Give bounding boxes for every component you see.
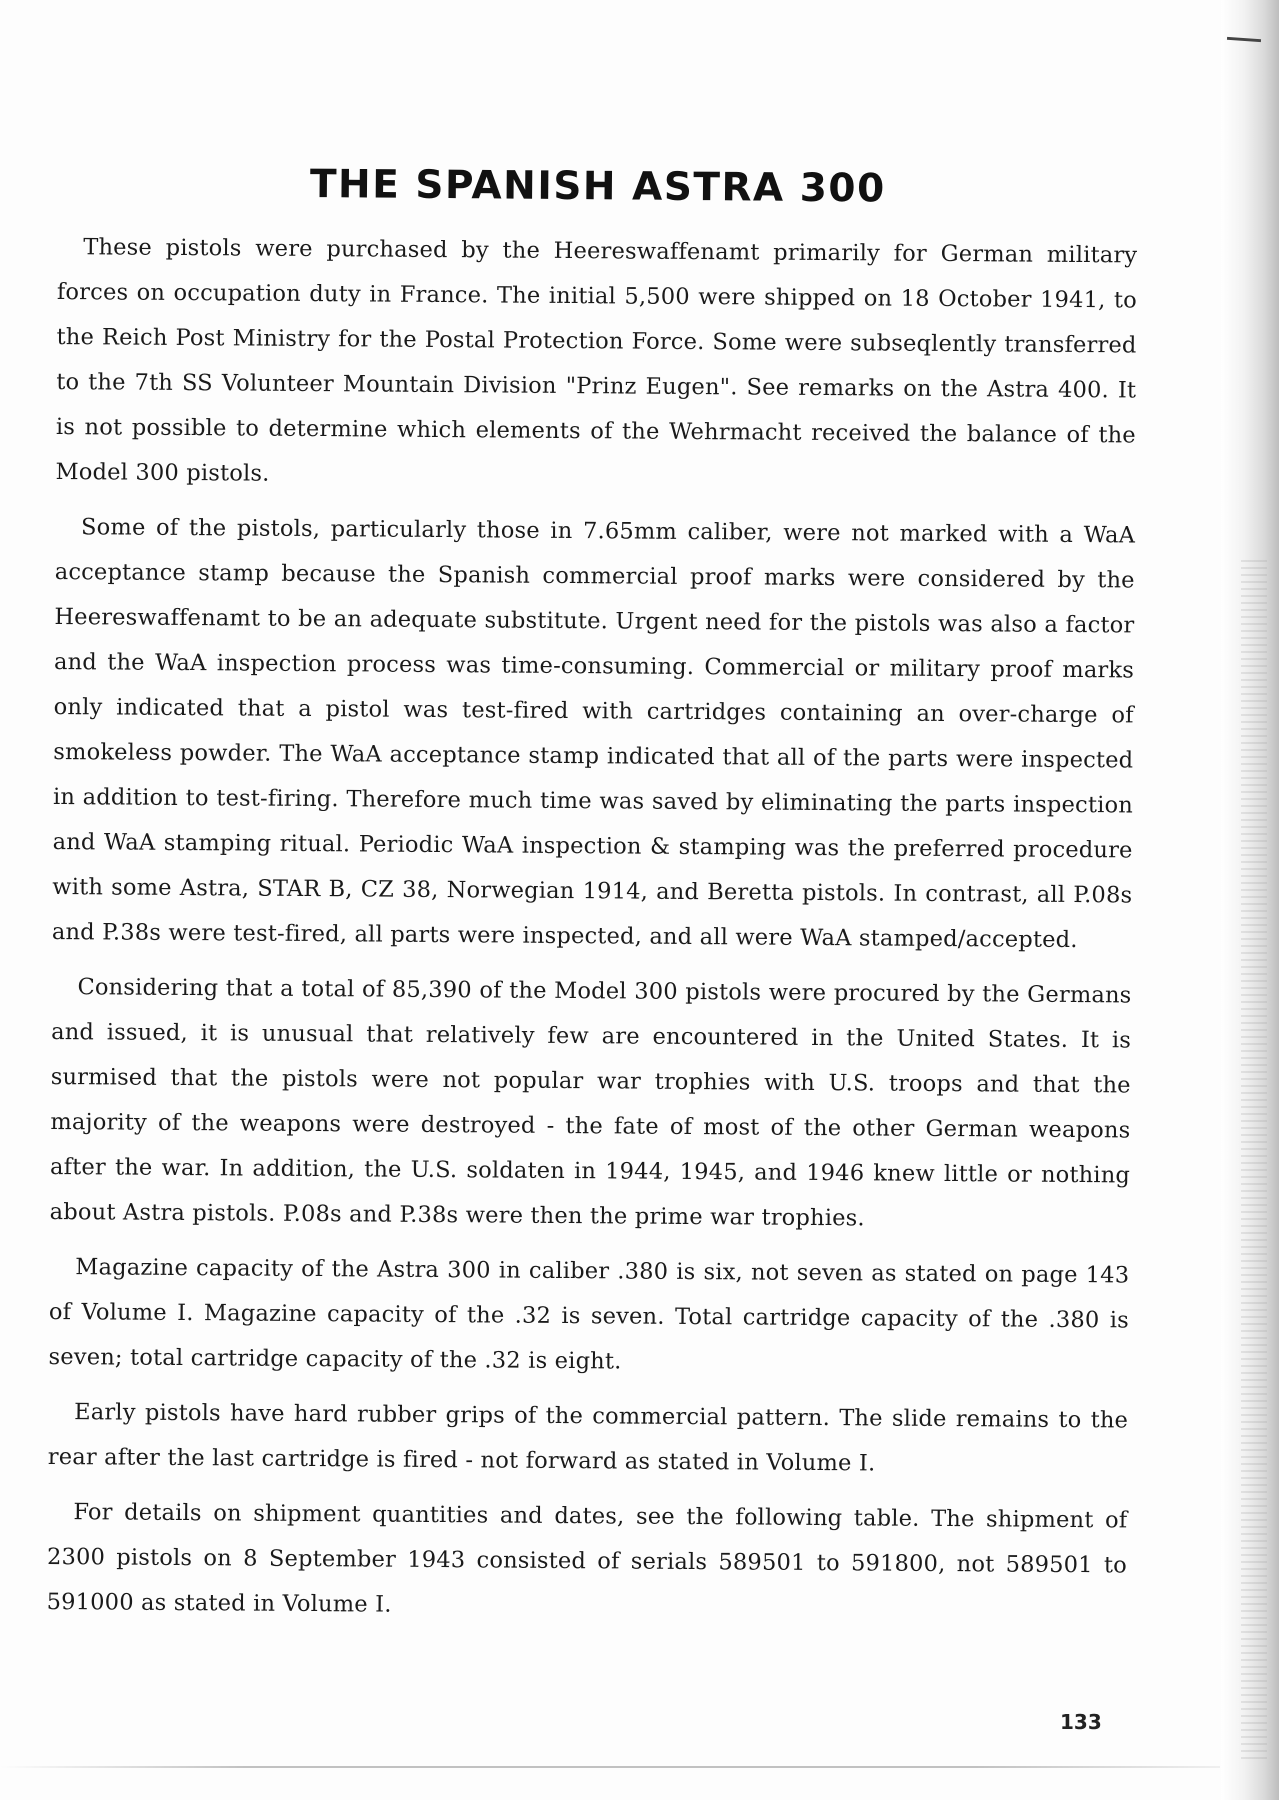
paragraph-shipment-details: For details on shipment quantities and dates, see the following table. The shipment of 2300 pistols on 8 September 1943 consisted of serials 589501 to 591800, not 589501 to 591000 as stated in Volume I.	[46, 1499, 1128, 1618]
paragraph-early-pistols: Early pistols have hard rubber grips of the commercial pattern. The slide remains to the rear after the last cartridge is fired - not forward as stated in Volume I.	[47, 1399, 1129, 1477]
page-content	[46, 160, 1138, 1643]
scan-edge-texture	[1241, 560, 1267, 1760]
page-number: 133	[1060, 1710, 1102, 1734]
paragraph-magazine-capacity: Magazine capacity of the Astra 300 in caliber .380 is six, not seven as stated on page 143 of Volume I. Magazine capacity of the .32 is seven. Total cartridge capacity of the .380 is seven; total cartridge capacity of the .32 is eight.	[48, 1254, 1130, 1375]
page-title: THE SPANISH ASTRA 300	[309, 161, 886, 212]
paragraph-procurement-total: Considering that a total of 85,390 of the Model 300 pistols were procured by the Germans and issued, it is unusual that relatively few are encountered in the United States. It is surmised that the pistols were not popular war trophies with U.S. troops and that the majority of the weapons were destroyed - the fate of most of the other German weapons after the war. In addition, the U.S. soldaten in 1944, 1945, and 1946 knew little or nothing about Astra pistols. P.08s and P.38s were then the prime war trophies.	[49, 974, 1132, 1232]
bottom-scan-rule	[0, 1766, 1220, 1768]
paragraph-intro: These pistols were purchased by the Heereswaffenamt primarily for German military forces on occupation duty in France. The initial 5,500 were shipped on 18 October 1941, to the Reich Post Ministry for the Postal Protection Force. Some were subseqlently transferred to the 7th SS Volunteer Mountain Division "Prinz Eugen". See remarks on the Astra 400. It is not possible to determine which elements of the Wehrmacht received the balance of the Model 300 pistols.	[55, 234, 1138, 487]
paragraph-acceptance-stamp: Some of the pistols, particularly those in 7.65mm caliber, were not marked with a WaA acceptance stamp because the Spanish commercial proof marks were considered by the Heereswaffenamt to be an adequate substitute. Urgent need for the pistols was also a factor and the WaA inspection process was time-consuming. Commercial or military proof marks only indicated that a pistol was test-fired with cartridges containing an over-charge of smokeless powder. The WaA acceptance stamp indicated that all of the parts were inspected in addition to test-firing. Therefore much time was saved by eliminating the parts inspection and WaA stamping ritual. Periodic WaA inspection & stamping was the preferred procedure with some Astra, STAR B, CZ 38, Norwegian 1914, and Beretta pistols. In contrast, all P.08s and P.38s were test-fired, all parts were inspected, and all were WaA stamped/accepted.	[51, 514, 1136, 954]
scan-edge-shadow	[1221, 0, 1279, 1800]
